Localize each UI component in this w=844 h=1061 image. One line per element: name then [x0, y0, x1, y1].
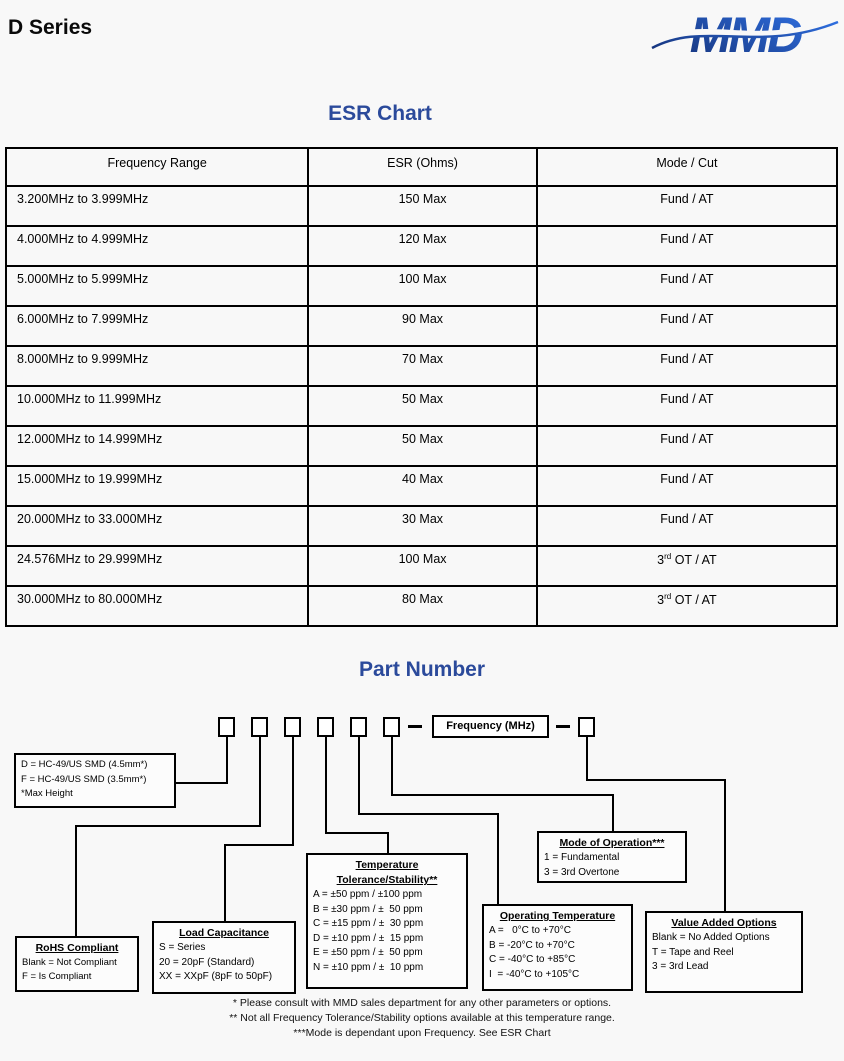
pn-digit-box-1: [218, 717, 235, 737]
mode-cut-cell: Fund / AT: [537, 466, 837, 506]
esr-cell: 90 Max: [308, 306, 536, 346]
col-header-mode-cut: Mode / Cut: [537, 148, 837, 186]
mode-cut-cell: Fund / AT: [537, 226, 837, 266]
box-option: E = ±50 ppm / ± 50 ppm: [313, 947, 423, 959]
box-option: S = Series: [159, 942, 206, 954]
esr-cell: 100 Max: [308, 266, 536, 306]
pn-digit-box-4: [317, 717, 334, 737]
esr-cell: 50 Max: [308, 426, 536, 466]
box-option: C = -40°C to +85°C: [489, 954, 576, 966]
box-title: RoHS Compliant: [35, 942, 119, 954]
box-option: T = Tape and Reel: [652, 946, 734, 958]
freq-range-cell: 3.200MHz to 3.999MHz: [6, 186, 308, 226]
footnote: ***Mode is dependant upon Frequency. See ESR Chart: [293, 1027, 551, 1040]
box-title: Mode of Operation***: [559, 837, 665, 849]
freq-range-cell: 20.000MHz to 33.000MHz: [6, 506, 308, 546]
box-option: B = -20°C to +70°C: [489, 939, 575, 951]
esr-cell: 50 Max: [308, 386, 536, 426]
box-title: Operating Temperature: [499, 910, 616, 922]
freq-range-cell: 12.000MHz to 14.999MHz: [6, 426, 308, 466]
freq-range-cell: 8.000MHz to 9.999MHz: [6, 346, 308, 386]
box-option: Blank = Not Compliant: [22, 957, 117, 969]
footnote: ** Not all Frequency Tolerance/Stability options available at this temperature range.: [229, 1012, 615, 1025]
connector-digit4: [326, 736, 388, 855]
operating-temperature-box: [482, 904, 633, 991]
esr-cell: 150 Max: [308, 186, 536, 226]
esr-cell: 100 Max: [308, 546, 536, 586]
box-title: Value Added Options: [671, 917, 777, 929]
mode-cut-cell: Fund / AT: [537, 346, 837, 386]
mode-cut-cell: Fund / AT: [537, 506, 837, 546]
col-header-esr-ohms: ESR (Ohms): [308, 148, 536, 186]
box-option: 3 = 3rd Overtone: [544, 866, 620, 878]
connector-digit6: [392, 736, 613, 832]
connector-digit1: [176, 736, 227, 783]
box-option: B = ±30 ppm / ± 50 ppm: [313, 903, 423, 915]
box-option: 3 = 3rd Lead: [652, 961, 709, 973]
col-header-frequency-range: Frequency Range: [6, 148, 308, 186]
page-title: D Series: [8, 16, 93, 39]
pn-digit-box-6: [383, 717, 400, 737]
box-option: Blank = No Added Options: [652, 932, 770, 944]
pn-digit-box-2: [251, 717, 268, 737]
box-title: Load Capacitance: [179, 927, 269, 939]
footnote: * Please consult with MMD sales department for any other parameters or options.: [232, 997, 612, 1009]
box-option: 20 = 20pF (Standard): [159, 956, 255, 968]
box-option: A = 0°C to +70°C: [489, 925, 571, 937]
pn-digit-box-5: [350, 717, 367, 737]
value-added-options-box: [645, 911, 803, 993]
mode-cut-cell: 3rd OT / AT: [537, 546, 837, 586]
rohs-compliant-box: [15, 936, 139, 992]
esr-cell: 30 Max: [308, 506, 536, 546]
mode-of-operation-box: [537, 831, 687, 883]
pn-suffix-box: [578, 717, 595, 737]
freq-range-cell: 24.576MHz to 29.999MHz: [6, 546, 308, 586]
box-option: F = Is Compliant: [22, 970, 92, 982]
box-option: *Max Height: [21, 788, 73, 800]
box-option: F = HC-49/US SMD (3.5mm*): [21, 773, 147, 785]
box-option: A = ±50 ppm / ±100 ppm: [313, 889, 423, 901]
freq-range-cell: 5.000MHz to 5.999MHz: [6, 266, 308, 306]
load-capacitance-box: [152, 921, 296, 994]
freq-range-cell: 15.000MHz to 19.999MHz: [6, 466, 308, 506]
freq-range-cell: 4.000MHz to 4.999MHz: [6, 226, 308, 266]
box-title: Temperature: [355, 859, 419, 871]
pn-dash-2: [556, 725, 570, 728]
box-option: D = HC-49/US SMD (4.5mm*): [21, 759, 148, 770]
mode-cut-cell: Fund / AT: [537, 386, 837, 426]
mode-cut-cell: 3rd OT / AT: [537, 586, 837, 626]
pn-dash-1: [408, 725, 422, 728]
freq-range-cell: 10.000MHz to 11.999MHz: [6, 386, 308, 426]
freq-range-cell: 30.000MHz to 80.000MHz: [6, 586, 308, 626]
mmd-logo-text: MMD: [689, 8, 801, 62]
pn-digit-box-3: [284, 717, 301, 737]
esr-cell: 120 Max: [308, 226, 536, 266]
freq-range-cell: 6.000MHz to 7.999MHz: [6, 306, 308, 346]
part-number-heading: Part Number: [358, 658, 486, 681]
frequency-box: Frequency (MHz): [432, 715, 549, 738]
temperature-tolerance-box: [306, 853, 468, 989]
esr-chart-heading: ESR Chart: [328, 102, 432, 125]
mode-cut-cell: Fund / AT: [537, 266, 837, 306]
box-option: C = ±15 ppm / ± 30 ppm: [313, 918, 424, 930]
mode-cut-cell: Fund / AT: [537, 426, 837, 466]
esr-cell: 80 Max: [308, 586, 536, 626]
box-title: Tolerance/Stability**: [336, 874, 438, 887]
box-option: N = ±10 ppm / ± 10 ppm: [313, 961, 424, 973]
box-option: I = -40°C to +105°C: [489, 968, 580, 980]
connector-suffix: [587, 736, 725, 912]
box-option: XX = XXpF (8pF to 50pF): [159, 971, 273, 983]
esr-cell: 70 Max: [308, 346, 536, 386]
box-option: D = ±10 ppm / ± 15 ppm: [313, 932, 424, 944]
mode-cut-cell: Fund / AT: [537, 306, 837, 346]
mode-cut-cell: Fund / AT: [537, 186, 837, 226]
box-option: 1 = Fundamental: [544, 852, 620, 864]
esr-cell: 40 Max: [308, 466, 536, 506]
device-type-box: [14, 753, 176, 808]
